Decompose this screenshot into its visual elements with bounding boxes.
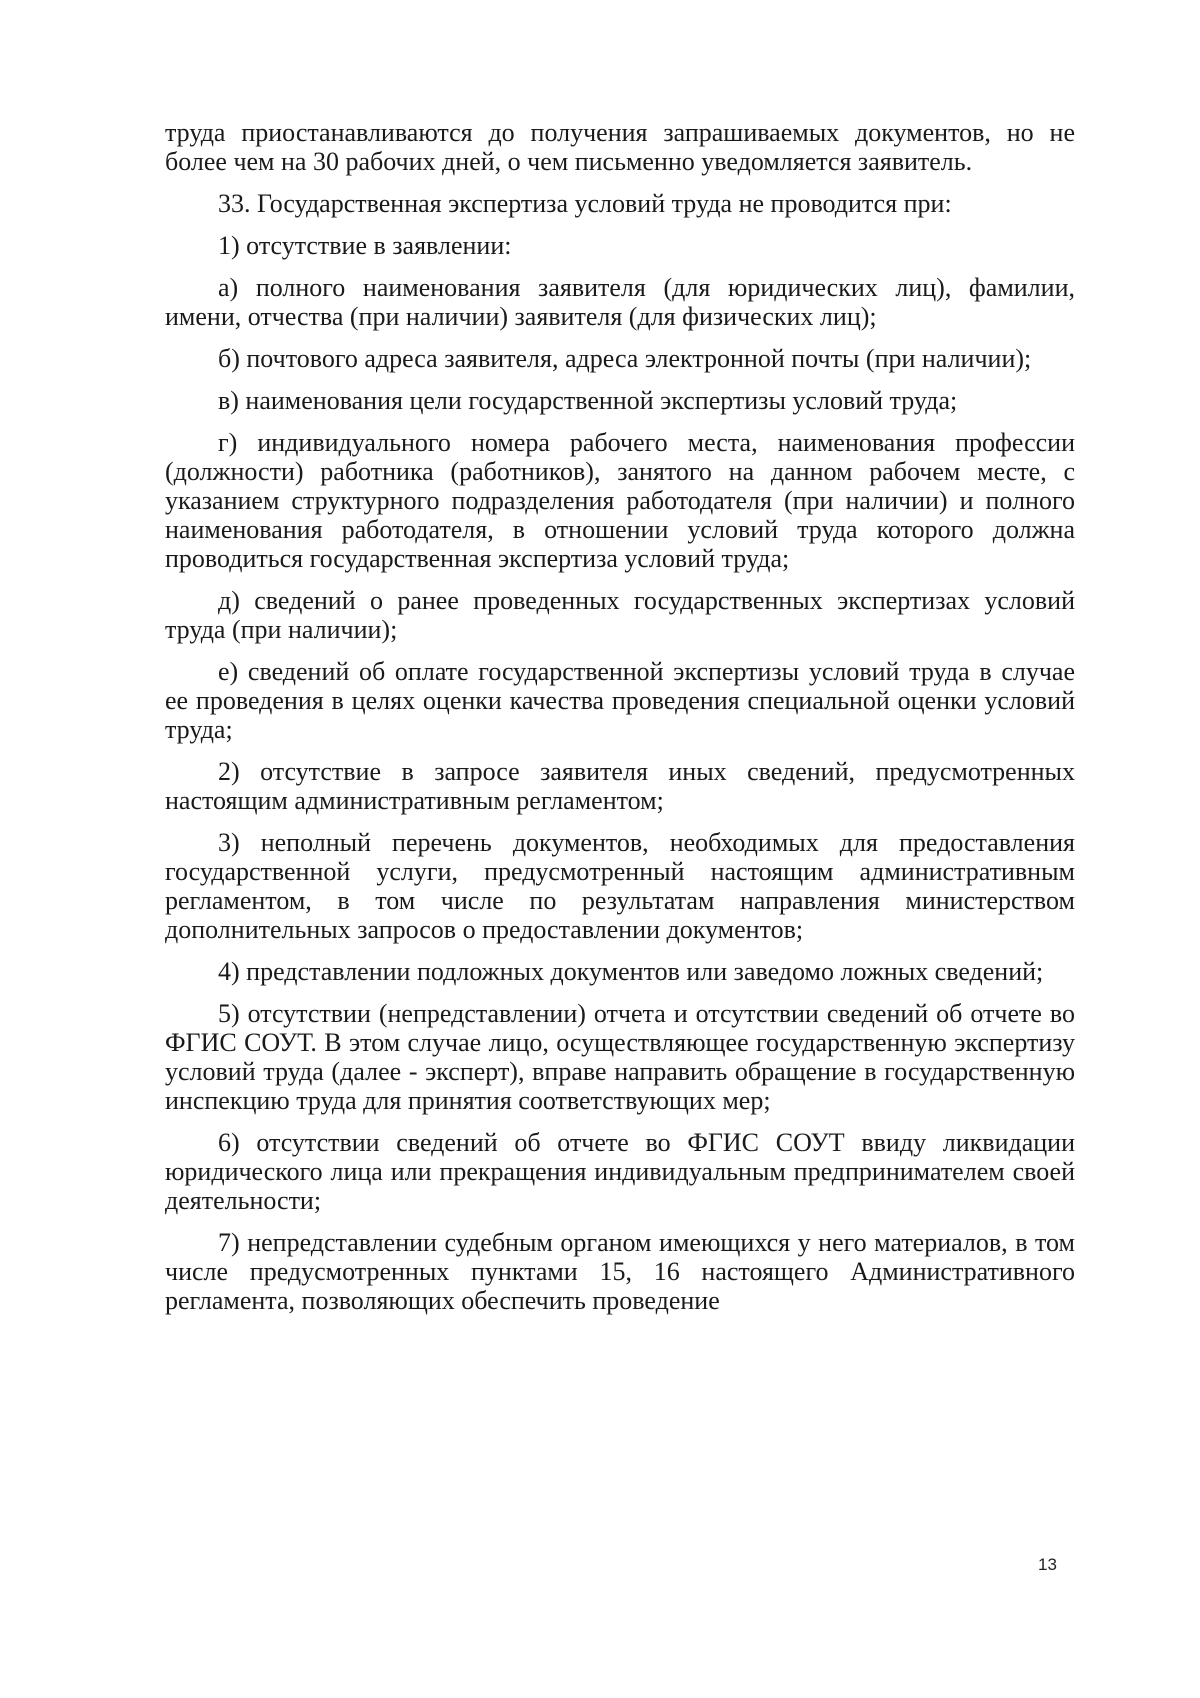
list-item-5: 5) отсутствии (непредставлении) отчета и отсутствии сведений об отчете во ФГИС СОУТ. В этом случае лицо, осуществляющее государственную экспертизу условий труда (далее - эксперт), вправе направить обращение в государственную инспекцию труда для принятия соответствующих мер; bbox=[165, 999, 1075, 1115]
list-item-1a: а) полного наименования заявителя (для юридических лиц), фамилии, имени, отчества (при наличии) заявителя (для физических лиц); bbox=[165, 273, 1075, 331]
list-item-1v: в) наименования цели государственной экспертизы условий труда; bbox=[218, 386, 958, 415]
page-number: 13 bbox=[1038, 1555, 1057, 1574]
paragraph-33-heading: 33. Государственная экспертиза условий труда не проводится при: bbox=[218, 189, 952, 218]
list-item-1e: е) сведений об оплате государственной экспертизы условий труда в случае ее проведения в целях оценки качества проведения специальной оценки условий труда; bbox=[165, 657, 1075, 744]
list-item-1d: д) сведений о ранее проведенных государственных экспертизах условий труда (при наличии); bbox=[165, 586, 1075, 644]
list-item-2: 2) отсутствие в запросе заявителя иных сведений, предусмотренных настоящим административным регламентом; bbox=[165, 757, 1075, 815]
document-body bbox=[165, 118, 1075, 1328]
list-item-3: 3) неполный перечень документов, необходимых для предоставления государственной услуги, предусмотренный настоящим административным регламентом, в том числе по результатам направления министерством дополнительных запросов о предоставлении документов; bbox=[165, 828, 1075, 944]
paragraph-continuation: труда приостанавливаются до получения запрашиваемых документов, но не более чем на 30 рабочих дней, о чем письменно уведомляется заявитель. bbox=[165, 118, 1075, 176]
list-item-6: 6) отсутствии сведений об отчете во ФГИС СОУТ ввиду ликвидации юридического лица или прекращения индивидуальным предпринимателем своей деятельности; bbox=[165, 1128, 1075, 1215]
list-item-1b: б) почтового адреса заявителя, адреса электронной почты (при наличии); bbox=[218, 344, 1032, 373]
list-item-7: 7) непредставлении судебным органом имеющихся у него материалов, в том числе предусмотренных пунктами 15, 16 настоящего Административного регламента, позволяющих обеспечить проведение bbox=[165, 1228, 1075, 1315]
list-item-1: 1) отсутствие в заявлении: bbox=[218, 231, 512, 260]
list-item-4: 4) представлении подложных документов или заведомо ложных сведений; bbox=[218, 957, 1044, 986]
list-item-1g: г) индивидуального номера рабочего места, наименования профессии (должности) работника (работников), занятого на данном рабочем месте, с указанием структурного подразделения работодателя (при наличии) и полного наименования работодателя, в отношении условий труда которого должна проводиться государственная экспертиза условий труда; bbox=[165, 428, 1075, 573]
